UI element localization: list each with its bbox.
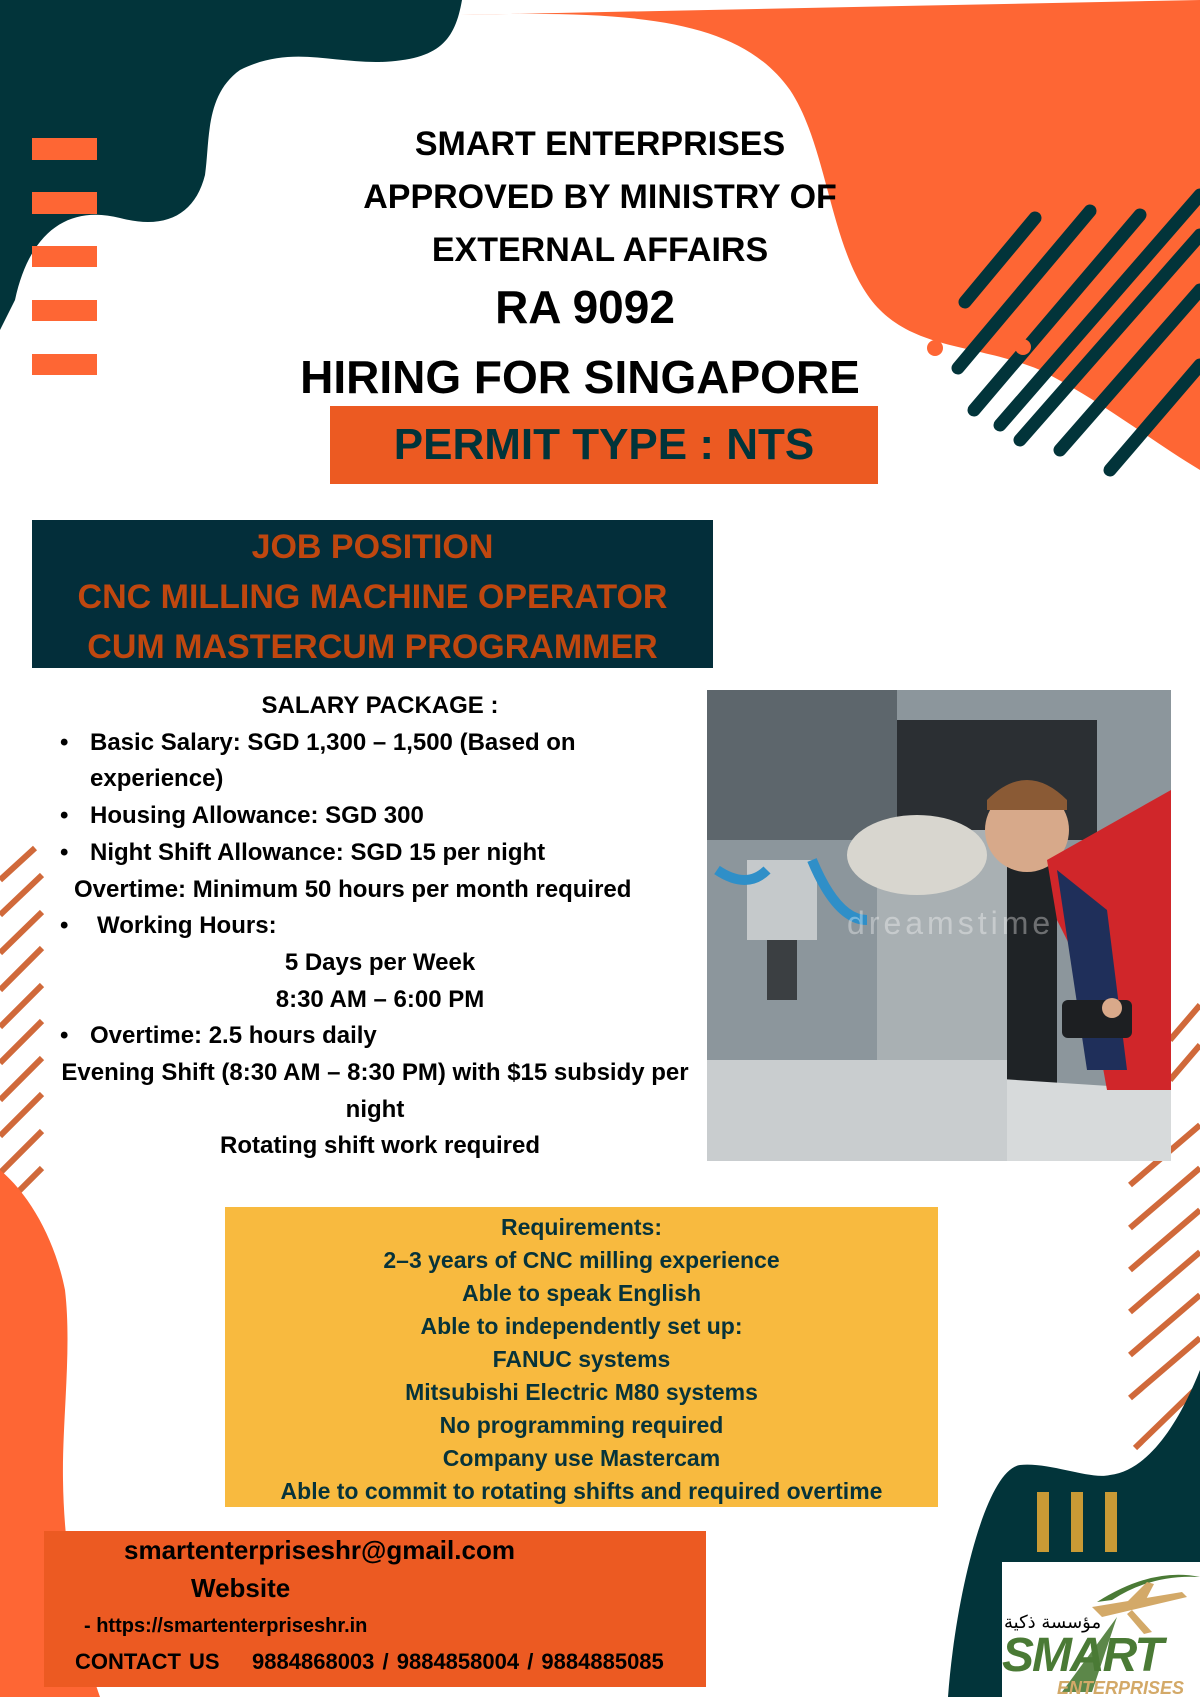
housing-allowance: • Housing Allowance: SGD 300 [50, 798, 710, 835]
job-title-line-1: CNC MILLING MACHINE OPERATOR [77, 578, 668, 616]
photo-watermark: dreamstime [847, 905, 1055, 941]
cnc-operator-photo [707, 690, 1171, 1161]
gold-bars [1037, 1492, 1117, 1552]
rotating-shift: Rotating shift work required [219, 1132, 540, 1160]
approval-line: APPROVED BY MINISTRY OF [363, 178, 837, 216]
requirements-box [225, 1207, 938, 1507]
evening-shift: Evening Shift (8:30 AM – 8:30 PM) with $15 subsidy per night [61, 1059, 689, 1123]
working-days: 5 Days per Week [284, 948, 476, 976]
requirement-item: Mitsubishi Electric M80 systems [405, 1379, 758, 1405]
website-link[interactable]: - https://smartenterpriseshr.in [84, 1615, 368, 1637]
logo-brand-text: SMART [1002, 1629, 1162, 1682]
overtime-minimum: Overtime: Minimum 50 hours per month required [74, 875, 632, 903]
orange-dot-2 [1015, 339, 1031, 355]
smart-enterprises-logo [1002, 1562, 1200, 1697]
left-orange-stripes [0, 848, 42, 1210]
night-shift-allowance: • Night Shift Allowance: SGD 15 per night [50, 835, 710, 872]
orange-dot [927, 340, 943, 356]
salary-package [50, 688, 710, 1165]
registration-number: RA 9092 [495, 281, 675, 333]
requirement-item: Able to commit to rotating shifts and required overtime [280, 1478, 883, 1504]
job-title-line-2: CUM MASTERCUM PROGRAMMER [87, 628, 658, 666]
airplane-icon [1092, 1582, 1187, 1634]
logo-sub-text: ENTERPRISES [1057, 1678, 1185, 1697]
overtime-daily: • Overtime: 2.5 hours daily [50, 1018, 710, 1055]
website-label: Website [191, 1573, 291, 1603]
requirement-item: Able to speak English [462, 1280, 701, 1306]
requirement-item: FANUC systems [492, 1346, 671, 1372]
contact-box [44, 1531, 706, 1687]
contact-phones [75, 1649, 664, 1675]
phone-numbers[interactable]: 9884868003 / 9884858004 / 9884885085 [252, 1649, 664, 1674]
job-position-label: JOB POSITION [251, 528, 494, 566]
contact-label: CONTACT US [75, 1649, 220, 1674]
salary-list [50, 725, 710, 1165]
salary-heading: SALARY PACKAGE : [261, 692, 499, 719]
email-link[interactable]: smartenterpriseshr@gmail.com [124, 1535, 515, 1565]
company-name: SMART ENTERPRISES [414, 125, 786, 163]
requirement-item: 2–3 years of CNC milling experience [383, 1247, 780, 1273]
logo-arabic-text: مؤسسة ذكية [1004, 1612, 1102, 1633]
working-hours-label: • Working Hours: [50, 908, 710, 945]
requirement-item: No programming required [439, 1412, 724, 1438]
basic-salary: • Basic Salary: SGD 1,300 – 1,500 (Based on experience) [50, 725, 710, 798]
job-position-box [32, 520, 713, 668]
requirement-item: Able to independently set up: [420, 1313, 743, 1339]
approval-line-2: EXTERNAL AFFAIRS [431, 231, 769, 269]
requirement-item: Company use Mastercam [442, 1445, 721, 1471]
requirements-heading: Requirements: [500, 1214, 663, 1240]
permit-type-banner: PERMIT TYPE : NTS [330, 406, 878, 484]
working-time: 8:30 AM – 6:00 PM [275, 985, 485, 1013]
company-header [250, 118, 950, 277]
hiring-title: HIRING FOR SINGAPORE [300, 351, 860, 403]
